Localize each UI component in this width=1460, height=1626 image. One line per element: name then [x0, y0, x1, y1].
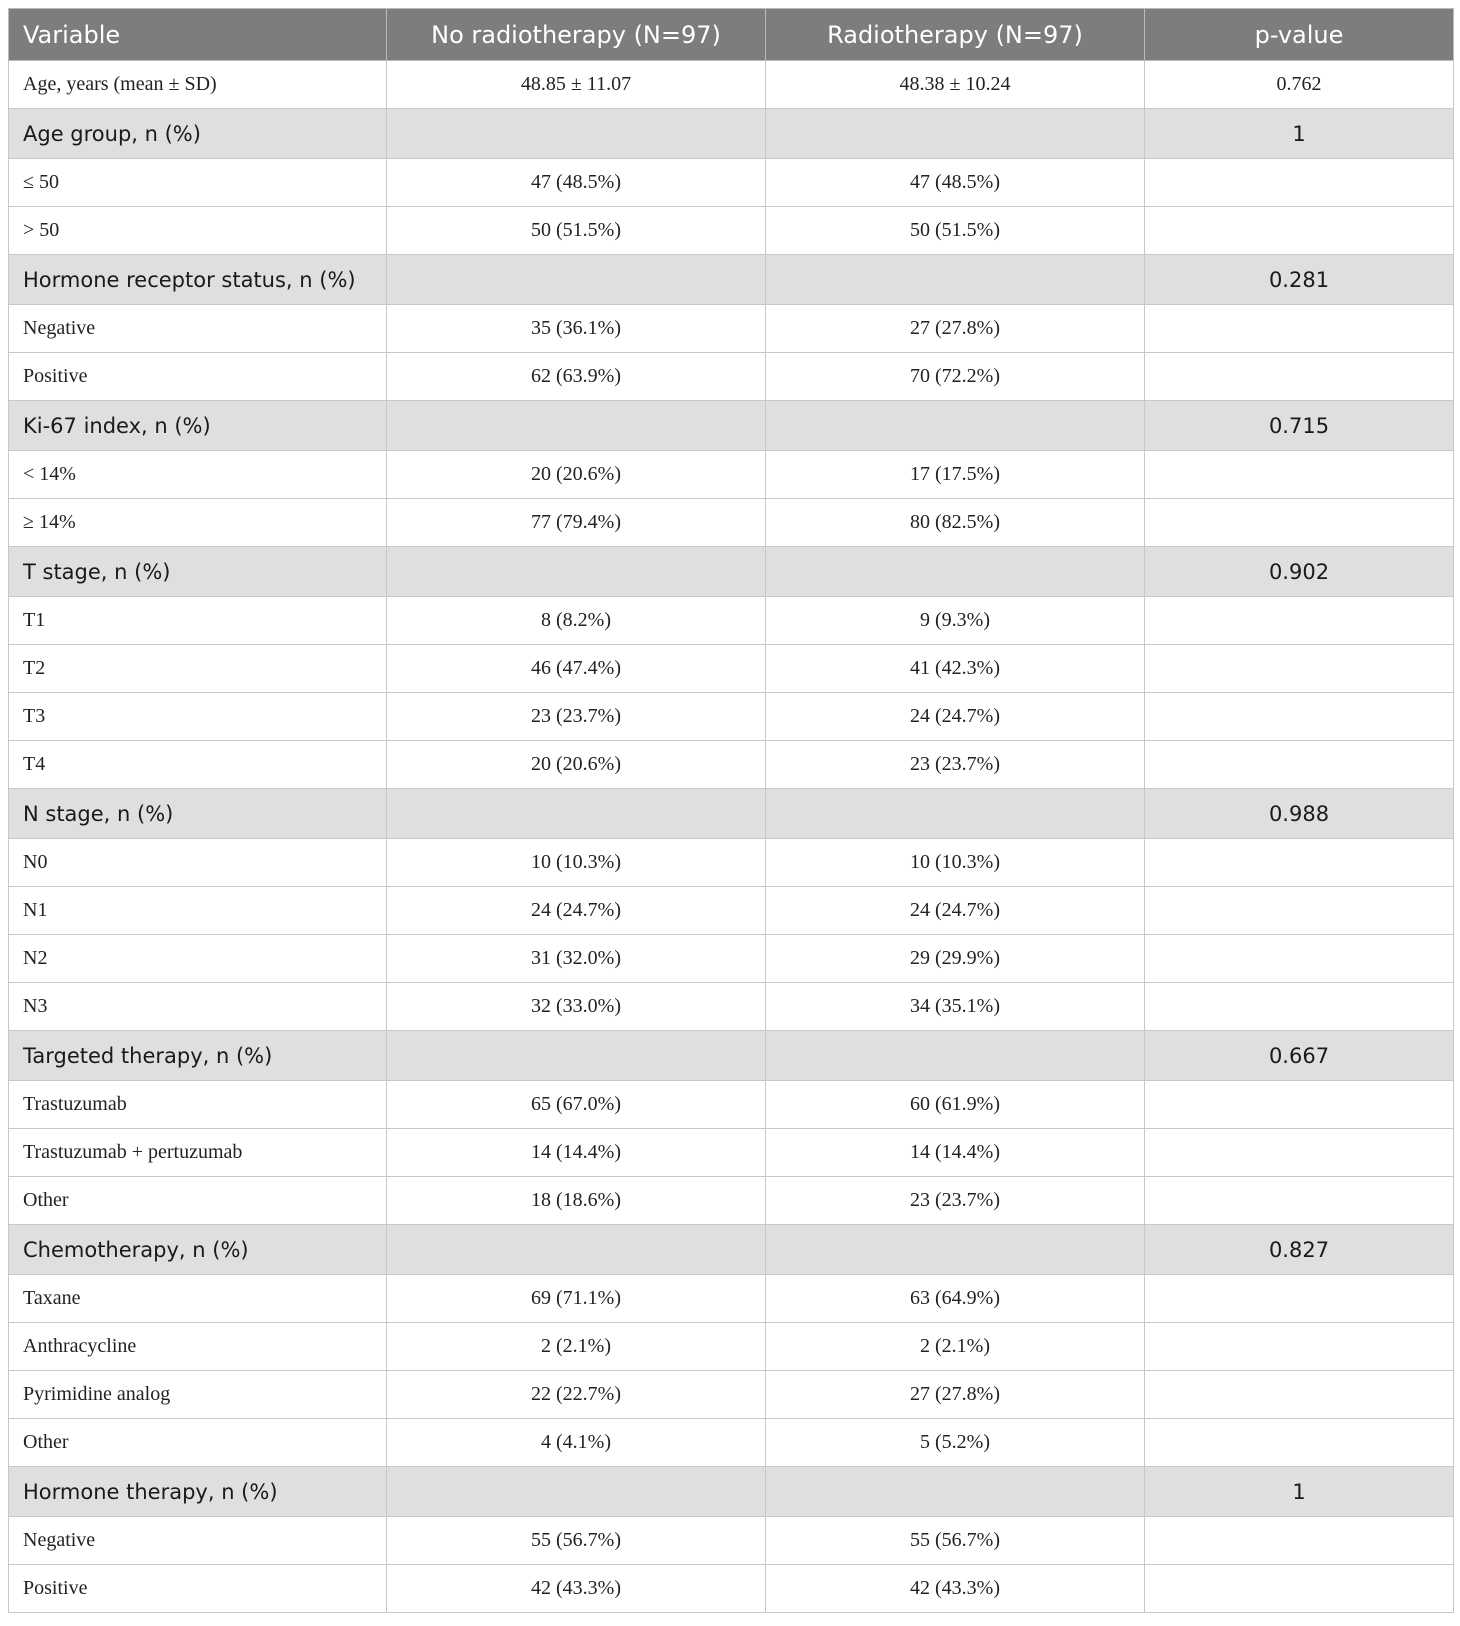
p-value-cell: [1145, 693, 1454, 741]
no-radiotherapy-cell: [387, 401, 766, 451]
group-header-row: [9, 255, 1454, 305]
p-value-cell: [1145, 1275, 1454, 1323]
table-row: [9, 693, 1454, 741]
table-row: [9, 741, 1454, 789]
variable-cell: > 50: [9, 207, 387, 255]
radiotherapy-cell: [766, 1031, 1145, 1081]
p-value-cell: 0.762: [1145, 61, 1454, 109]
no-radiotherapy-cell: 4 (4.1%): [387, 1419, 766, 1467]
variable-cell: Other: [9, 1419, 387, 1467]
table-container: [8, 8, 1454, 1613]
group-header-row: [9, 109, 1454, 159]
p-value-cell: 0.988: [1145, 789, 1454, 839]
table-row: [9, 1517, 1454, 1565]
no-radiotherapy-cell: 46 (47.4%): [387, 645, 766, 693]
table-row: [9, 305, 1454, 353]
variable-cell: Age, years (mean ± SD): [9, 61, 387, 109]
no-radiotherapy-cell: 24 (24.7%): [387, 887, 766, 935]
group-header-row: [9, 1467, 1454, 1517]
variable-cell: T1: [9, 597, 387, 645]
p-value-cell: [1145, 983, 1454, 1031]
group-header-row: [9, 401, 1454, 451]
variable-cell: Negative: [9, 1517, 387, 1565]
no-radiotherapy-cell: 65 (67.0%): [387, 1081, 766, 1129]
radiotherapy-cell: 34 (35.1%): [766, 983, 1145, 1031]
no-radiotherapy-cell: [387, 547, 766, 597]
variable-cell: Negative: [9, 305, 387, 353]
variable-cell: Taxane: [9, 1275, 387, 1323]
no-radiotherapy-cell: 10 (10.3%): [387, 839, 766, 887]
variable-cell: ≤ 50: [9, 159, 387, 207]
p-value-cell: 0.281: [1145, 255, 1454, 305]
variable-cell: N stage, n (%): [9, 789, 387, 839]
variable-cell: Hormone receptor status, n (%): [9, 255, 387, 305]
no-radiotherapy-cell: [387, 1467, 766, 1517]
table-body: [9, 61, 1454, 1613]
variable-cell: Trastuzumab: [9, 1081, 387, 1129]
header-row: [9, 9, 1454, 61]
table-row: [9, 597, 1454, 645]
p-value-cell: [1145, 1371, 1454, 1419]
p-value-cell: [1145, 353, 1454, 401]
radiotherapy-cell: 42 (43.3%): [766, 1565, 1145, 1613]
variable-cell: Trastuzumab + pertuzumab: [9, 1129, 387, 1177]
radiotherapy-cell: 27 (27.8%): [766, 1371, 1145, 1419]
table-row: [9, 451, 1454, 499]
variable-cell: T4: [9, 741, 387, 789]
table-row: [9, 61, 1454, 109]
radiotherapy-cell: 29 (29.9%): [766, 935, 1145, 983]
variable-cell: N3: [9, 983, 387, 1031]
variable-cell: Other: [9, 1177, 387, 1225]
no-radiotherapy-cell: 14 (14.4%): [387, 1129, 766, 1177]
no-radiotherapy-cell: 42 (43.3%): [387, 1565, 766, 1613]
radiotherapy-cell: 24 (24.7%): [766, 693, 1145, 741]
table-row: [9, 1323, 1454, 1371]
variable-cell: N2: [9, 935, 387, 983]
p-value-cell: [1145, 499, 1454, 547]
variable-cell: Positive: [9, 1565, 387, 1613]
p-value-cell: [1145, 1323, 1454, 1371]
no-radiotherapy-cell: 32 (33.0%): [387, 983, 766, 1031]
table-row: [9, 1371, 1454, 1419]
radiotherapy-cell: 23 (23.7%): [766, 1177, 1145, 1225]
radiotherapy-cell: 2 (2.1%): [766, 1323, 1145, 1371]
table-row: [9, 983, 1454, 1031]
radiotherapy-cell: [766, 789, 1145, 839]
group-header-row: [9, 789, 1454, 839]
p-value-cell: [1145, 1565, 1454, 1613]
p-value-cell: [1145, 597, 1454, 645]
no-radiotherapy-cell: [387, 1031, 766, 1081]
radiotherapy-cell: 17 (17.5%): [766, 451, 1145, 499]
radiotherapy-cell: 70 (72.2%): [766, 353, 1145, 401]
table-row: [9, 1129, 1454, 1177]
no-radiotherapy-cell: 20 (20.6%): [387, 451, 766, 499]
p-value-cell: [1145, 887, 1454, 935]
radiotherapy-cell: 23 (23.7%): [766, 741, 1145, 789]
group-header-row: [9, 547, 1454, 597]
no-radiotherapy-cell: 50 (51.5%): [387, 207, 766, 255]
radiotherapy-cell: 9 (9.3%): [766, 597, 1145, 645]
no-radiotherapy-cell: 69 (71.1%): [387, 1275, 766, 1323]
radiotherapy-cell: [766, 109, 1145, 159]
variable-cell: Hormone therapy, n (%): [9, 1467, 387, 1517]
no-radiotherapy-cell: 62 (63.9%): [387, 353, 766, 401]
p-value-cell: 1: [1145, 109, 1454, 159]
no-radiotherapy-cell: 22 (22.7%): [387, 1371, 766, 1419]
table-row: [9, 1565, 1454, 1613]
table-row: [9, 839, 1454, 887]
radiotherapy-cell: 27 (27.8%): [766, 305, 1145, 353]
p-value-cell: [1145, 159, 1454, 207]
radiotherapy-cell: 80 (82.5%): [766, 499, 1145, 547]
p-value-cell: [1145, 741, 1454, 789]
table-row: [9, 207, 1454, 255]
p-value-cell: [1145, 839, 1454, 887]
no-radiotherapy-cell: 2 (2.1%): [387, 1323, 766, 1371]
p-value-cell: [1145, 207, 1454, 255]
variable-cell: Chemotherapy, n (%): [9, 1225, 387, 1275]
radiotherapy-cell: 10 (10.3%): [766, 839, 1145, 887]
baseline-characteristics-table: [8, 8, 1454, 1613]
no-radiotherapy-cell: [387, 109, 766, 159]
p-value-cell: [1145, 1129, 1454, 1177]
p-value-cell: [1145, 1177, 1454, 1225]
table-row: [9, 1275, 1454, 1323]
no-radiotherapy-cell: [387, 789, 766, 839]
p-value-cell: [1145, 1419, 1454, 1467]
no-radiotherapy-cell: 55 (56.7%): [387, 1517, 766, 1565]
p-value-cell: [1145, 1081, 1454, 1129]
variable-cell: Age group, n (%): [9, 109, 387, 159]
radiotherapy-cell: [766, 547, 1145, 597]
p-value-cell: [1145, 935, 1454, 983]
variable-cell: Positive: [9, 353, 387, 401]
radiotherapy-cell: 50 (51.5%): [766, 207, 1145, 255]
p-value-cell: 0.827: [1145, 1225, 1454, 1275]
table-row: [9, 935, 1454, 983]
no-radiotherapy-cell: [387, 1225, 766, 1275]
header-no-radiotherapy: No radiotherapy (N=97): [387, 9, 766, 61]
table-row: [9, 499, 1454, 547]
p-value-cell: [1145, 305, 1454, 353]
table-row: [9, 1177, 1454, 1225]
group-header-row: [9, 1031, 1454, 1081]
p-value-cell: [1145, 645, 1454, 693]
header-p-value: p-value: [1145, 9, 1454, 61]
radiotherapy-cell: 48.38 ± 10.24: [766, 61, 1145, 109]
variable-cell: Targeted therapy, n (%): [9, 1031, 387, 1081]
variable-cell: T2: [9, 645, 387, 693]
p-value-cell: [1145, 1517, 1454, 1565]
no-radiotherapy-cell: 8 (8.2%): [387, 597, 766, 645]
no-radiotherapy-cell: 23 (23.7%): [387, 693, 766, 741]
radiotherapy-cell: [766, 401, 1145, 451]
variable-cell: T3: [9, 693, 387, 741]
variable-cell: Ki-67 index, n (%): [9, 401, 387, 451]
no-radiotherapy-cell: [387, 255, 766, 305]
variable-cell: Pyrimidine analog: [9, 1371, 387, 1419]
no-radiotherapy-cell: 35 (36.1%): [387, 305, 766, 353]
variable-cell: Anthracycline: [9, 1323, 387, 1371]
radiotherapy-cell: [766, 1225, 1145, 1275]
table-row: [9, 353, 1454, 401]
p-value-cell: 0.667: [1145, 1031, 1454, 1081]
table-row: [9, 1081, 1454, 1129]
variable-cell: N0: [9, 839, 387, 887]
radiotherapy-cell: 5 (5.2%): [766, 1419, 1145, 1467]
table-row: [9, 1419, 1454, 1467]
table-row: [9, 159, 1454, 207]
radiotherapy-cell: 63 (64.9%): [766, 1275, 1145, 1323]
p-value-cell: [1145, 451, 1454, 499]
radiotherapy-cell: 47 (48.5%): [766, 159, 1145, 207]
radiotherapy-cell: [766, 255, 1145, 305]
no-radiotherapy-cell: 31 (32.0%): [387, 935, 766, 983]
radiotherapy-cell: 55 (56.7%): [766, 1517, 1145, 1565]
p-value-cell: 1: [1145, 1467, 1454, 1517]
table-row: [9, 887, 1454, 935]
no-radiotherapy-cell: 18 (18.6%): [387, 1177, 766, 1225]
variable-cell: < 14%: [9, 451, 387, 499]
radiotherapy-cell: 60 (61.9%): [766, 1081, 1145, 1129]
no-radiotherapy-cell: 48.85 ± 11.07: [387, 61, 766, 109]
table-row: [9, 645, 1454, 693]
variable-cell: N1: [9, 887, 387, 935]
radiotherapy-cell: 41 (42.3%): [766, 645, 1145, 693]
no-radiotherapy-cell: 20 (20.6%): [387, 741, 766, 789]
variable-cell: ≥ 14%: [9, 499, 387, 547]
no-radiotherapy-cell: 77 (79.4%): [387, 499, 766, 547]
header-radiotherapy: Radiotherapy (N=97): [766, 9, 1145, 61]
no-radiotherapy-cell: 47 (48.5%): [387, 159, 766, 207]
group-header-row: [9, 1225, 1454, 1275]
radiotherapy-cell: 24 (24.7%): [766, 887, 1145, 935]
variable-cell: T stage, n (%): [9, 547, 387, 597]
radiotherapy-cell: [766, 1467, 1145, 1517]
p-value-cell: 0.902: [1145, 547, 1454, 597]
table-header: [9, 9, 1454, 61]
p-value-cell: 0.715: [1145, 401, 1454, 451]
radiotherapy-cell: 14 (14.4%): [766, 1129, 1145, 1177]
header-variable: Variable: [9, 9, 387, 61]
